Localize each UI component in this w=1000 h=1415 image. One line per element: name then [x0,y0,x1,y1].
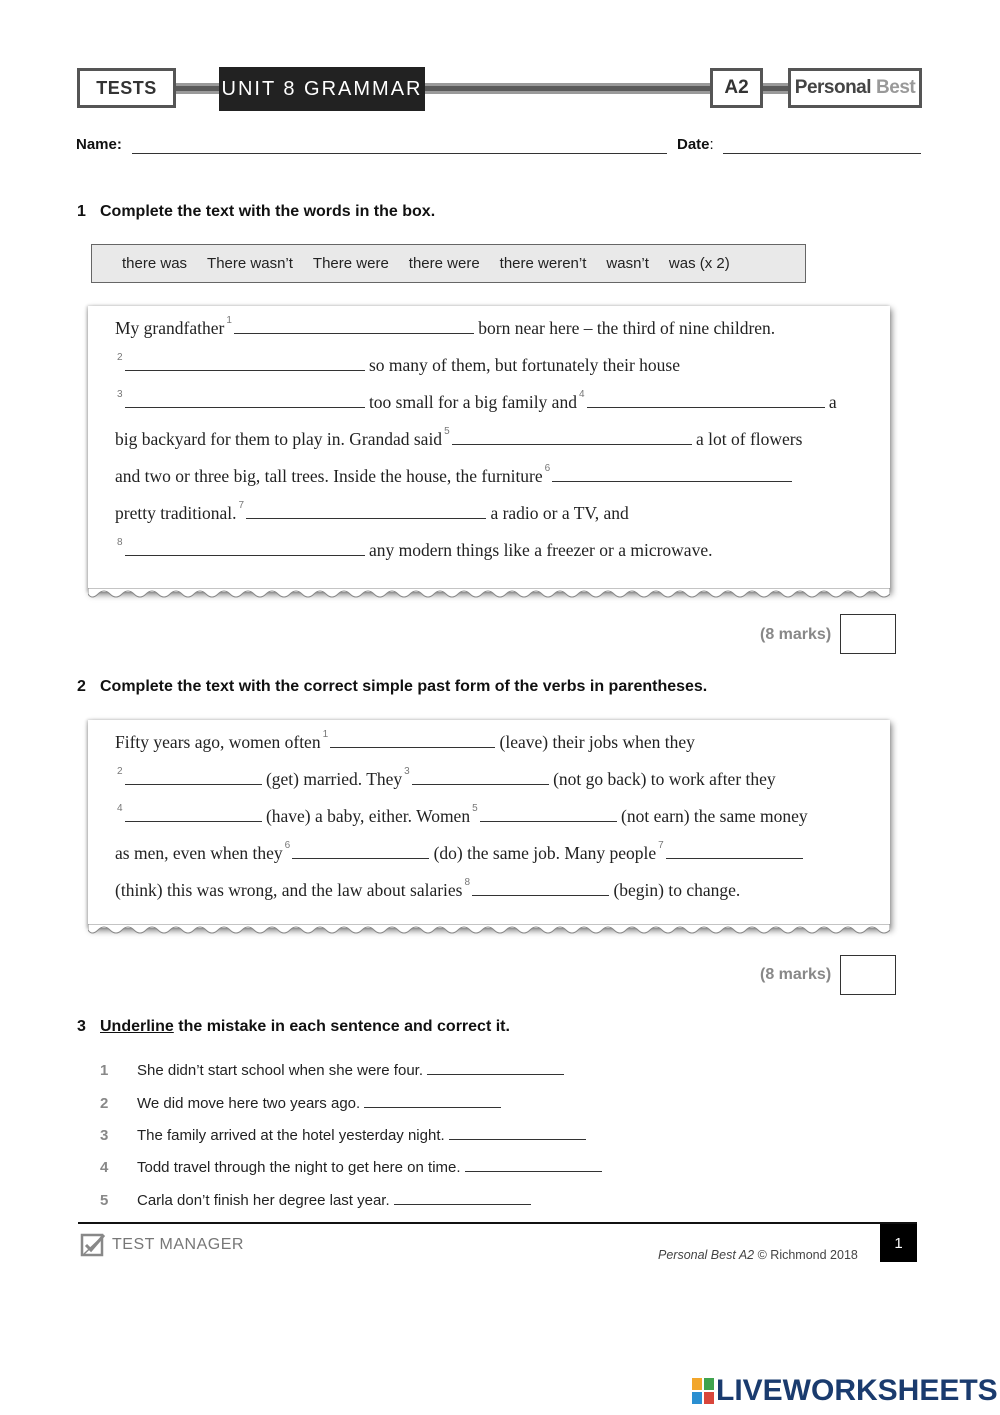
q3-heading [77,1018,510,1036]
sentence-number: 3 [100,1127,109,1144]
q2-line-3 [115,803,808,827]
checkbox-icon [80,1232,106,1258]
gap-blank[interactable] [292,844,429,859]
q1-text: born near here – the third of nine children. [478,318,776,338]
q1-text: so many of them, but fortunately their house [368,355,680,375]
word-item: wasn’t [606,255,649,272]
gap-number: 6 [284,840,291,851]
torn-edge [88,924,890,936]
correction-blank[interactable] [465,1159,602,1172]
date-colon: : [709,136,714,153]
q1-heading [77,203,435,221]
gap-number: 2 [117,352,123,363]
q2-line-2 [115,766,776,790]
test-manager-label: TEST MANAGER [112,1236,244,1253]
correction-blank[interactable] [394,1192,531,1205]
q3-instruction-underlined: Underline [100,1018,174,1035]
gap-blank[interactable] [412,770,549,785]
q1-line-3 [115,389,837,413]
gap-blank[interactable] [125,393,365,408]
q2-text: (begin) to change. [613,880,741,900]
gap-blank[interactable] [552,467,792,482]
gap-number: 1 [226,315,232,326]
gap-blank[interactable] [666,844,803,859]
gap-blank[interactable] [480,807,617,822]
q2-line-1 [115,729,695,753]
gap-number: 2 [117,766,123,777]
word-item: There wasn’t [207,255,293,272]
level-badge: A2 [710,68,763,108]
gap-number: 4 [117,803,123,814]
gap-number: 5 [472,803,478,814]
sentence-text-wrap [137,1062,564,1079]
q3-instruction: the mistake in each sentence and correct it. [178,1018,510,1035]
unit-title: UNIT 8 GRAMMAR [219,67,425,111]
sentence-text: The family arrived at the hotel yesterday night. [137,1127,445,1144]
sentence-text: Carla don’t finish her degree last year. [137,1192,390,1209]
sentence-text: We did move here two years ago. [137,1095,361,1112]
gap-number: 4 [578,389,585,400]
word-box [91,244,806,283]
q1-line-5 [115,463,792,487]
page-number: 1 [880,1224,917,1262]
q1-text: big backyard for them to play in. Grandad said [115,429,443,449]
date-field[interactable] [723,153,921,154]
gap-number: 6 [544,463,551,474]
gap-blank[interactable] [587,393,825,408]
q2-marks: (8 marks) [760,966,832,983]
gap-number: 8 [117,537,123,548]
sentence-number: 1 [100,1062,109,1079]
gap-blank[interactable] [472,881,609,896]
word-item: There were [312,255,389,272]
q1-line-2 [115,352,680,376]
gap-blank[interactable] [330,733,495,748]
gap-number: 7 [238,500,245,511]
q2-text-panel [88,720,890,928]
q2-text: as men, even when they [115,843,283,863]
gap-blank[interactable] [452,430,692,445]
q2-line-4 [115,840,803,864]
q2-text: (think) this was wrong, and the law about salaries [115,880,463,900]
brand-part1: Personal [794,77,872,98]
copyright-text: © Richmond 2018 [757,1248,858,1262]
sentence-text: Todd travel through the night to get here on time. [137,1159,461,1176]
gap-blank[interactable] [125,356,365,371]
q1-line-1 [115,315,776,339]
gap-blank[interactable] [125,541,365,556]
gap-blank[interactable] [125,807,262,822]
gap-blank[interactable] [246,504,486,519]
gap-number: 1 [322,729,329,740]
q2-number: 2 [77,678,86,695]
gap-number: 8 [464,877,471,888]
gap-number: 3 [117,389,123,400]
q2-text: (do) the same job. Many people [433,843,657,863]
q1-text: a [828,392,837,412]
date-label-wrap [677,136,714,153]
q2-text: (get) married. They [265,769,403,789]
gap-number: 7 [658,840,664,851]
liveworksheets-logo[interactable] [692,1374,998,1408]
torn-edge [88,588,890,600]
sentence-text-wrap [137,1095,501,1112]
liveworksheets-label: LIVEWORKSHEETS [716,1374,998,1407]
copyright-title: Personal Best A2 [658,1248,755,1262]
name-field[interactable] [132,153,667,154]
sentence-number: 2 [100,1095,109,1112]
word-item: was (x 2) [668,255,730,272]
brand-part2: Best [876,77,916,98]
q1-line-4 [115,426,803,450]
q1-text: a lot of flowers [696,429,803,449]
q2-text: Fifty years ago, women often [115,732,321,752]
q1-score-box[interactable] [840,614,896,654]
sentence-number: 5 [100,1192,109,1209]
correction-blank[interactable] [449,1127,586,1140]
q1-text: and two or three big, tall trees. Inside the house, the furniture [115,466,543,486]
q2-text: (have) a baby, either. Women [265,806,471,826]
q1-line-6 [115,500,629,524]
q1-text: My grandfather [115,318,225,338]
tests-label: TESTS [77,68,176,108]
q1-text: a radio or a TV, and [490,503,629,523]
q2-instruction: Complete the text with the correct simple past form of the verbs in parentheses. [100,678,708,695]
gap-number: 5 [444,426,450,437]
q1-text: any modern things like a freezer or a microwave. [368,540,713,560]
footer-rule [78,1222,917,1224]
liveworksheets-icon [692,1378,714,1404]
name-label: Name: [76,136,122,153]
word-item: there were [408,255,480,272]
test-manager-logo [80,1232,244,1258]
gap-blank[interactable] [234,319,474,334]
q1-instruction: Complete the text with the words in the box. [100,203,436,220]
correction-blank[interactable] [427,1062,564,1075]
q1-marks: (8 marks) [760,626,832,643]
sentence-number: 4 [100,1159,109,1176]
q1-number: 1 [77,203,86,220]
date-label: Date [677,136,710,153]
q1-text: pretty traditional. [115,503,237,523]
q2-text: (not go back) to work after they [553,769,776,789]
q1-line-7 [115,537,713,561]
q2-line-5 [115,877,741,901]
q2-text: (leave) their jobs when they [499,732,695,752]
q2-text: (not earn) the same money [621,806,808,826]
gap-blank[interactable] [125,770,262,785]
brand-logo [788,68,922,108]
copyright [658,1248,858,1262]
sentence-text: She didn’t start school when she were four. [137,1062,423,1079]
q3-number: 3 [77,1018,86,1035]
q2-heading [77,678,707,696]
q1-text-panel [88,306,890,592]
gap-number: 3 [404,766,410,777]
sentence-text-wrap [137,1159,602,1176]
correction-blank[interactable] [364,1095,501,1108]
sentence-text-wrap [137,1192,531,1209]
word-item: there weren’t [499,255,587,272]
sentence-text-wrap [137,1127,586,1144]
word-item: there was [122,255,188,272]
q1-text: too small for a big family and [368,392,577,412]
q2-score-box[interactable] [840,955,896,995]
